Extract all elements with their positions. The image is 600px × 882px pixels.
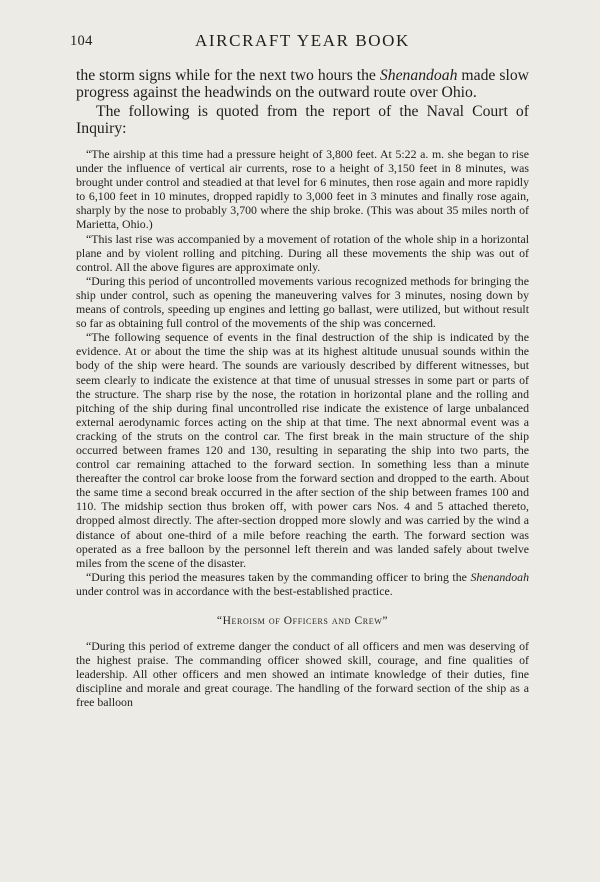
quote-paragraph-measures (76, 570, 529, 598)
ship-name: Shenandoah (470, 569, 529, 584)
subhead-text: Heroism of Officers and Crew (222, 615, 383, 627)
quote-paragraph-rotation: “This last rise was accompanied by a movement of rotation of the whole ship in a horizontal plane and by violent rolling and pitching. During all these movements the ship was out of control. All the above figures are approximate only. (76, 231, 529, 274)
measures-text-after: under control was in accordance with the best-established practice. (76, 583, 393, 598)
book-page (0, 33, 600, 882)
book-title: AIRCRAFT YEAR BOOK (195, 31, 410, 50)
quote-paragraph-control-methods: “During this period of uncontrolled movements various recognized methods for bringing the ship under control, such as opening the maneuvering valves for 3 minutes, nosing down by means of controls, speeding up engines and letting go ballast, were utilized, but without result so far as obtaining full control of the movements of the ship was concerned. (76, 273, 529, 331)
intro-text-before: the storm signs while for the next two hours the (76, 67, 380, 84)
ship-name: Shenandoah (379, 67, 458, 84)
running-head (70, 31, 529, 53)
page-number: 104 (70, 33, 93, 49)
intro-paragraph (76, 67, 529, 101)
quote-paragraph-heroism: “During this period of extreme danger the conduct of all officers and men was deserving of the highest praise. The commanding officer showed skill, courage, and fine qualities of leadership. All other officers and men showed an intimate knowledge of their duties, fine discipline and morale and great courage. The handling of the forward section of the ship as a free balloon (76, 639, 529, 710)
subhead-open-quote: “ (216, 615, 223, 627)
court-of-inquiry-intro: The following is quoted from the report of the Naval Court of Inquiry: (76, 103, 529, 137)
quote-paragraph-altitude: “The airship at this time had a pressure height of 3,800 feet. At 5:22 a. m. she began to rise under the influence of vertical air currents, rose to a height of 3,150 feet in 8 minutes, was brought under control and steadied at that level for 6 minutes, then rose again and more rapidly to 6,100 feet in 10 minutes, dropped rapidly to 3,000 feet in 3 minutes and finally rose again, sharply by the nose to probably 3,700 where the ship broke. (This was about 35 miles north of Marietta, Ohio.) (76, 147, 529, 232)
measures-text-before: “During this period the measures taken by the commanding officer to bring the (86, 569, 471, 584)
intro-text-after: made slow progress against the headwinds on the outward route over Ohio. (76, 67, 530, 101)
section-subheading (76, 615, 529, 627)
quote-paragraph-sequence: “The following sequence of events in the final destruction of the ship is indicated by the evidence. At or about the time the ship was at its highest altitude unusual sounds within the body of the ship were heard. The sounds are variously described by different witnesses, but seem clearly to indicate the existence at that time of unusual stresses in some part or parts of the structure. The sharp rise by the nose, the rotation in horizontal plane and the rolling and pitching of the ship during final uncontrolled rise indicate the existence of large unbalanced external aerodynamic forces acting on the ship at that time. The next abnormal event was a cracking of the struts on the control car. The first break in the main structure of the ship occurred between frames 120 and 130, resulting in separating the ship into two parts, the control car remaining attached to the forward section. In something less than a minute thereafter the control car broke loose from the forward section and dropped to the earth. About the same time a second break occurred in the after section of the ship between frames 100 and 110. The midship section thus broken off, with power cars Nos. 4 and 5 attached thereto, dropped almost directly. The after-section dropped more slowly and was carried by the wind a distance of about one-third of a mile before reaching the earth. The forward section was operated as a free balloon by the personnel left therein and was landed safely about twelve miles from the scene of the disaster. (76, 330, 529, 570)
subhead-close-quote: ” (382, 615, 389, 627)
